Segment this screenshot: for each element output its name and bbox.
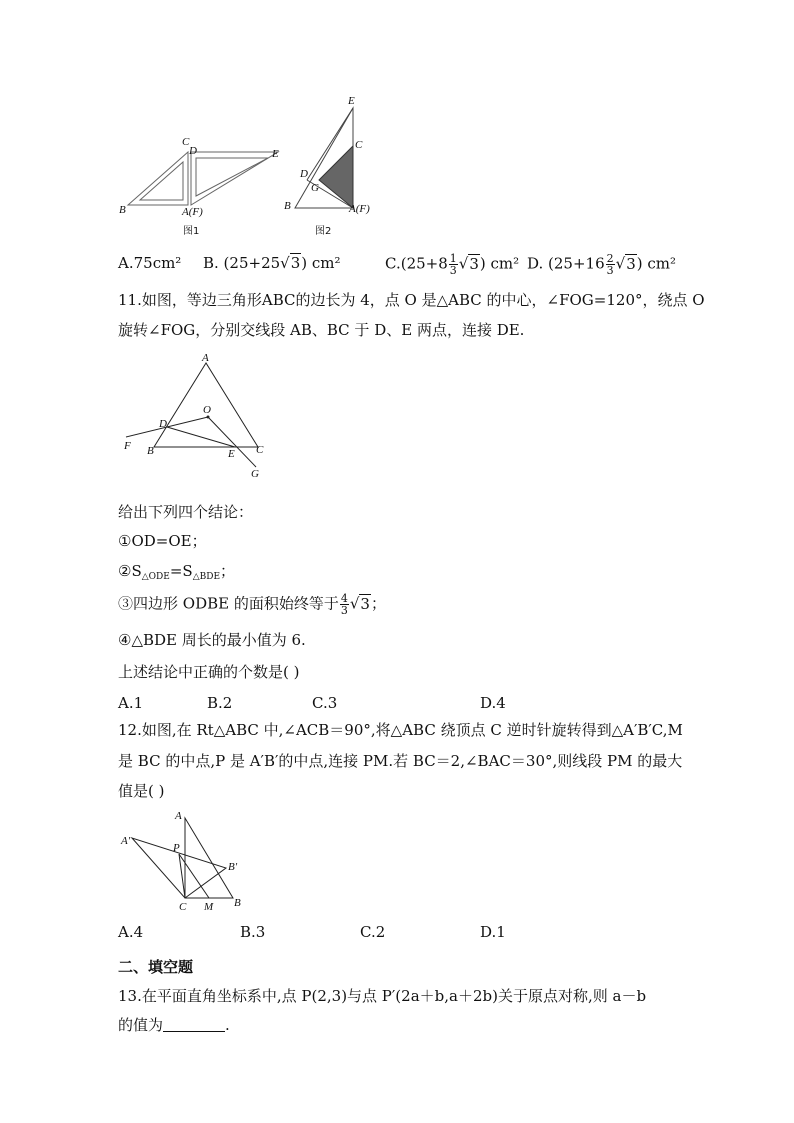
- q11-conclusion-1: ①OD=OE；: [118, 532, 207, 550]
- q12-stem-line2: 是 BC 的中点,P 是 A′B′的中点,连接 PM.若 BC＝2,∠BAC＝30°,则线段 PM 的最大: [118, 752, 683, 770]
- fig1-label-af: A(F): [182, 206, 203, 218]
- q11-label-e: E: [228, 448, 235, 460]
- q13-answer-blank[interactable]: [163, 1017, 225, 1032]
- q10-option-b: B. (25+25√3) cm²: [203, 254, 341, 272]
- fig2-label-e: E: [348, 95, 355, 107]
- q12-label-a: A: [175, 810, 182, 822]
- q11-label-f: F: [124, 440, 131, 452]
- q11-label-a: A: [202, 352, 209, 364]
- fig1-caption: 图1: [183, 226, 200, 237]
- q11-option-a: A.1: [118, 694, 144, 712]
- fig1-triangle-abc-inner: [140, 162, 183, 200]
- q12-label-b-prime: B′: [228, 861, 238, 873]
- q13-stem-line2: 的值为 .: [118, 1016, 230, 1034]
- q11-figure: [118, 355, 268, 485]
- q12-label-m: M: [204, 901, 214, 913]
- q11-option-c: C.3: [312, 694, 338, 712]
- q10-option-d: D. (25+16 $\frac{2}{3}$ √3) cm²: [527, 252, 676, 277]
- q10-c-fraction: $\frac{1}{3}$: [449, 252, 457, 277]
- fig1-label-b: B: [119, 204, 126, 216]
- q11-label-o: O: [203, 404, 211, 416]
- q12-triangle-abc: [185, 818, 233, 898]
- q12-stem-line1: 12.如图,在 Rt△ABC 中,∠ACB＝90°,将△ABC 绕顶点 C 逆时针旋转得到△A′B′C,M: [118, 721, 683, 739]
- q12-label-a-prime: A′: [121, 835, 131, 847]
- q11-stem-line1: 11.如图，等边三角形ABC的边长为 4，点 O 是△ABC 的中心，∠FOG=120°，绕点 O: [118, 291, 705, 309]
- q11-option-d: D.4: [480, 694, 506, 712]
- fig2-label-b: B: [284, 200, 291, 212]
- q10-figure-2: [285, 98, 375, 218]
- fig1-triangle-abc: [128, 152, 188, 205]
- q10-option-c: C.(25+8 $\frac{1}{3}$ √3) cm²: [385, 252, 520, 277]
- q11-conclusion-2: $②S_{\triangle ODE}=S_{\triangle BDE}$；: [118, 562, 236, 582]
- q12-label-p: P: [173, 842, 180, 854]
- q12-option-c: C.2: [360, 923, 386, 941]
- q11-label-b: B: [147, 445, 154, 457]
- fig1-label-d: D: [189, 145, 197, 157]
- fig1-triangle-def-inner: [196, 158, 268, 196]
- q11-option-b: B.2: [207, 694, 233, 712]
- fig2-caption: 图2: [315, 226, 332, 237]
- fig2-label-af: A(F): [349, 203, 370, 215]
- q11-label-c: C: [256, 444, 264, 456]
- q11-stem-line2: 旋转∠FOG，分别交线段 AB、BC 于 D、E 两点，连接 DE.: [118, 321, 525, 339]
- q11-segment-de: [167, 427, 235, 447]
- fig2-label-g: G: [311, 182, 319, 194]
- q12-option-b: B.3: [240, 923, 266, 941]
- q11-label-d: D: [159, 418, 167, 430]
- fig2-label-d: D: [300, 168, 308, 180]
- q12-figure: [118, 808, 258, 908]
- q11-intro: 给出下列四个结论：: [118, 503, 254, 521]
- q13-stem-line1: 13.在平面直角坐标系中,点 P(2,3)与点 P′(2a＋b,a＋2b)关于原点对称,则 a－b: [118, 987, 647, 1005]
- fig1-label-c: C: [182, 136, 190, 148]
- q11-conclusion-3: ③四边形 ODBE 的面积始终等于 $\frac{4}{3}$ √3；: [118, 592, 386, 617]
- q11-label-g: G: [251, 468, 259, 480]
- q10-option-a: A.75cm²: [118, 254, 182, 272]
- fig2-shaded-region: [319, 146, 353, 208]
- q11-question: 上述结论中正确的个数是( ): [118, 663, 300, 681]
- fig1-label-e: E: [272, 148, 279, 160]
- q11-c3-fraction: $\frac{4}{3}$: [340, 592, 348, 617]
- q10-figure-1: [118, 140, 298, 230]
- section-title-fill-in: 二、填空题: [118, 958, 194, 976]
- q12-label-c: C: [179, 901, 187, 913]
- q12-option-a: A.4: [118, 923, 144, 941]
- q10-d-fraction: $\frac{2}{3}$: [606, 252, 614, 277]
- q12-option-d: D.1: [480, 923, 506, 941]
- q12-stem-line3: 值是( ): [118, 782, 165, 800]
- q11-conclusion-4: ④△BDE 周长的最小值为 6.: [118, 631, 306, 649]
- q12-label-b: B: [234, 897, 241, 909]
- fig2-label-c: C: [355, 139, 363, 151]
